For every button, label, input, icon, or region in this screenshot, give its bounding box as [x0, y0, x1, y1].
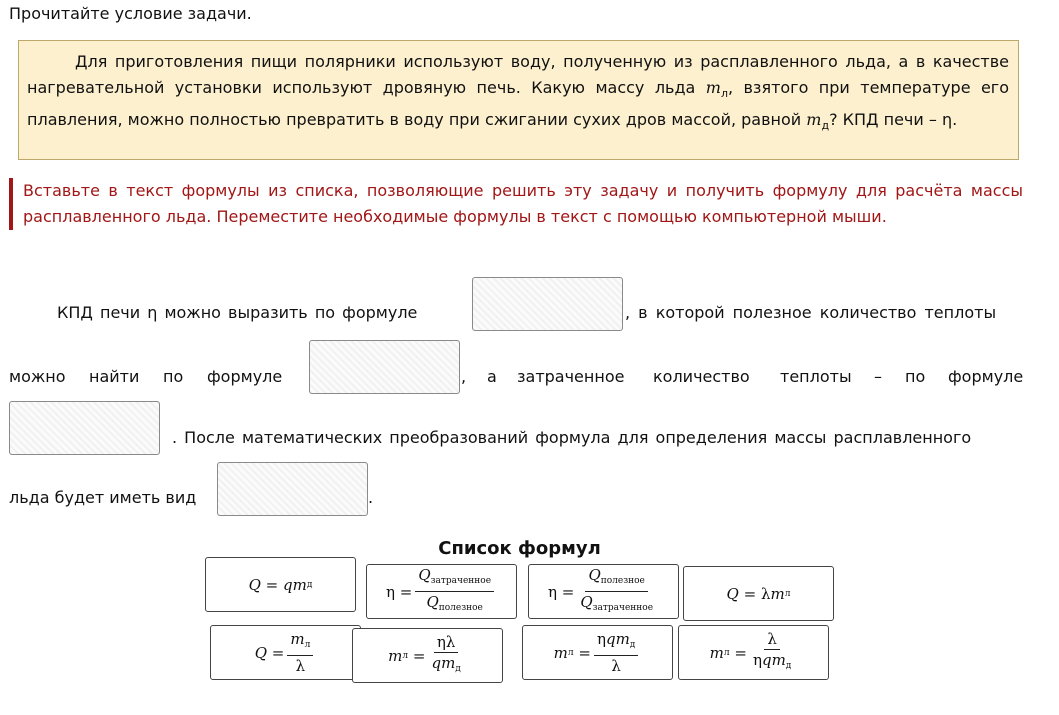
- fill-text-6: льда будет иметь вид: [9, 488, 197, 507]
- var-m-ice: $m_л$: [705, 78, 728, 100]
- formula-card-q-eq-m-ice-over-lambda[interactable]: Q = $\frac{m_л}{\lambda}$: [210, 625, 361, 680]
- var-m-wood: $m_д$: [806, 110, 830, 132]
- fill-text-2: , в которой полезное количество теплоты: [625, 303, 997, 322]
- drop-slot-4[interactable]: [217, 462, 368, 516]
- task-statement-box: [18, 40, 1019, 160]
- fill-text-1: КПД печи η можно выразить по формуле: [57, 303, 418, 322]
- formula-card-q-eq-lambda-m-ice[interactable]: Q = λ m л: [683, 566, 834, 621]
- fill-text-3b: найти: [89, 367, 140, 386]
- fill-text-4g: по: [905, 367, 926, 386]
- formula-card-eta-q-spent-over-useful[interactable]: η = $\frac{Q_{затраченное}}{Q_{полезное}}$: [366, 564, 517, 619]
- fill-text-4e: теплоты: [780, 367, 852, 386]
- drop-slot-1[interactable]: [472, 277, 623, 331]
- drop-slot-2[interactable]: [309, 340, 460, 394]
- formula-card-q-eq-qm-wood[interactable]: Q = q m д: [205, 557, 356, 612]
- fill-text-4h: формуле: [948, 367, 1024, 386]
- fill-text-3a: можно: [9, 367, 66, 386]
- fill-text-3d: формуле: [207, 367, 283, 386]
- fill-text-4c: затраченное: [517, 367, 625, 386]
- formula-list-title: Список формул: [438, 538, 601, 559]
- drop-slot-3[interactable]: [9, 401, 160, 455]
- formula-card-eta-q-useful-over-spent[interactable]: η = $\frac{Q_{полезное}}{Q_{затраченное}}$: [528, 564, 679, 619]
- fill-text-3c: по: [163, 367, 184, 386]
- fill-text-7: .: [368, 488, 374, 507]
- fill-text-4f: –: [874, 367, 882, 386]
- fill-text-4a: ,: [461, 367, 467, 386]
- fill-text-5: . После математических преобразований формула для определения массы расплавленного: [172, 428, 972, 447]
- instruction-insert-formulas: Вставьте в текст формулы из списка, позволяющие решить эту задачу и получить формулу для расчёта массы расплавленного льда. Переместите необходимые формулы в текст с помощью компьютерной мыши.: [9, 178, 1023, 230]
- fill-text-4d: количество: [653, 367, 750, 386]
- fill-text-4b: а: [487, 367, 497, 386]
- task-text-part2: , взятого при температуре его плавления, можно полностью превратить в воду при сжигании сухих дров массой, равной: [27, 78, 1009, 129]
- instruction-read-task: Прочитайте условие задачи.: [9, 4, 252, 23]
- formula-card-m-ice-eq-eta-qm-over-lambda[interactable]: m л = $\frac{\eta qm_д}{\lambda}$: [522, 625, 673, 680]
- formula-card-m-ice-eq-lambda-over-eta-qm[interactable]: m л = $\frac{\lambda}{\eta qm_д}$: [678, 625, 829, 680]
- formula-card-m-ice-eq-eta-lambda-over-qm[interactable]: m л = $\frac{\eta\lambda}{qm_д}$: [352, 628, 503, 683]
- task-text-part3: ? КПД печи – η.: [829, 110, 958, 129]
- task-text-part1: Для приготовления пищи полярники используют воду, полученную из расплавленного льда, а в качестве нагревательной установки используют дровяную печь. Какую массу льда: [27, 52, 1009, 97]
